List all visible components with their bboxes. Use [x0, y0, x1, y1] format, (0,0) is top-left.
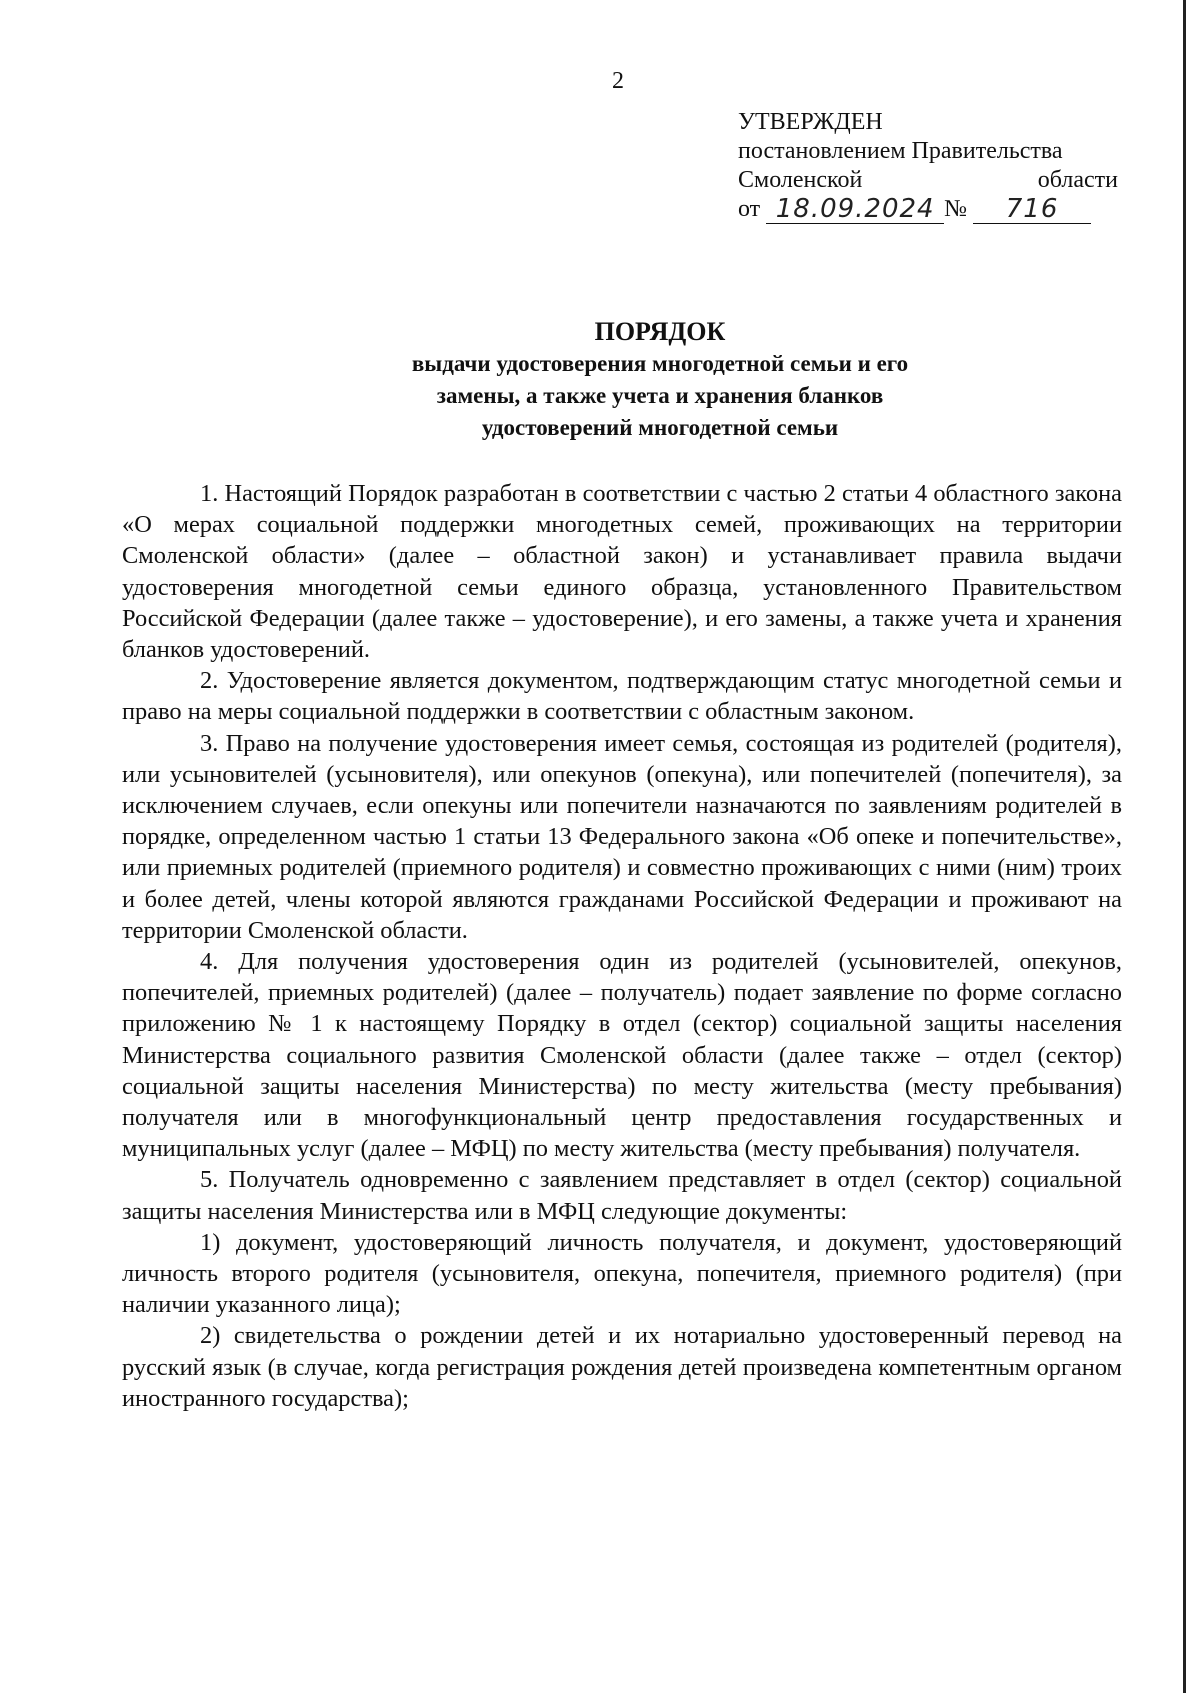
title-sub-2: замены, а также учета и хранения бланков — [436, 383, 884, 408]
paragraph-4: 4. Для получения удостоверения один из родителей (усыновителей, опекунов, попечителей, приемных родителей) (далее – получатель) подает заявление по форме согласно приложению № 1 к настоящему Порядку в отдел (сектор) социальной защиты населения Министерства социального развития Смоленской области (далее также – отдел (сектор) социальной защиты населения Министерства) по месту жительства (месту пребывания) получателя или в многофункциональный центр предоставления государственных и муниципальных услуг (далее – МФЦ) по месту жительства (месту пребывания) получателя. — [122, 948, 1122, 1163]
paragraph-3: 3. Право на получение удостоверения имеет семья, состоящая из родителей (родителя), или усыновителей (усыновителя), или опекунов (опекуна), или попечителей (попечителя), за исключением случаев, если опекуны или попечители назначаются по заявлениям родителей в порядке, определенном частью 1 статьи 13 Федерального закона «Об опеке и попечительстве», или приемных родителей (приемного родителя) и совместно проживающих с ними (ним) троих и более детей, члены которой являются гражданами Российской Федерации и проживают на территории Смоленской области. — [122, 729, 1122, 944]
paragraph-2: 2. Удостоверение является документом, подтверждающим статус многодетной семьи и право на меры социальной поддержки в соответствии с областным законом. — [122, 667, 1122, 726]
handwritten-number: 716 — [973, 196, 1091, 224]
handwritten-date: 18.09.2024 — [766, 196, 944, 224]
approval-heading: УТВЕРЖДЕН — [738, 109, 883, 135]
approval-date-line — [738, 195, 1118, 224]
paragraph-5-item-1: 1) документ, удостоверяющий личность получателя, и документ, удостоверяющий личность второго родителя (усыновителя, опекуна, попечителя, приемного родителя) (при наличии указанного лица); — [122, 1228, 1122, 1319]
page-edge-line — [1183, 0, 1186, 1693]
paragraph-5: 5. Получатель одновременно с заявлением представляет в отдел (сектор) социальной защиты населения Министерства или в МФЦ следующие документы: — [122, 1166, 1122, 1225]
title-sub-1: выдачи удостоверения многодетной семьи и его — [411, 351, 909, 376]
approval-line-2 — [738, 166, 1118, 195]
document-title — [240, 316, 1080, 444]
paragraph-1: 1. Настоящий Порядок разработан в соответствии с частью 2 статьи 4 областного закона «О мерах социальной поддержки многодетных семей, проживающих на территории Смоленской области» (далее – областной закон) и устанавливает правила выдачи удостоверения многодетной семьи единого образца, установленного Правительством Российской Федерации (далее также – удостоверение), и его замены, а также учета и хранения бланков удостоверений. — [122, 480, 1122, 664]
number-sign: № — [944, 196, 968, 222]
approval-line-1: постановлением Правительства — [738, 138, 1063, 164]
approval-stamp-block — [738, 108, 1118, 224]
approval-from-prefix: от — [738, 196, 761, 222]
paragraph-5-item-2: 2) свидетельства о рождении детей и их нотариально удостоверенный перевод на русский язык (в случае, когда регистрация рождения детей произведена компетентным органом иностранного государства); — [122, 1322, 1122, 1412]
approval-region: Смоленской — [738, 167, 863, 193]
title-sub-3: удостоверений многодетной семьи — [481, 415, 839, 440]
title-main: ПОРЯДОК — [594, 317, 726, 346]
document-body — [122, 478, 1122, 1414]
approval-region-word: области — [1037, 167, 1118, 193]
page-number: 2 — [612, 68, 624, 94]
